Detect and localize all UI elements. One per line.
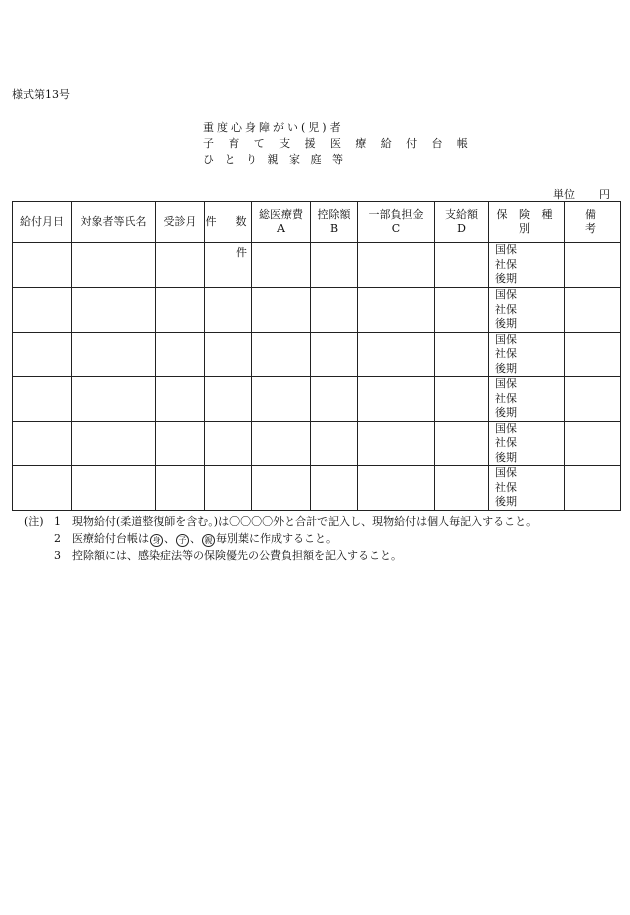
insurance-type-option: 後期: [495, 317, 517, 330]
table-row: [13, 243, 621, 288]
table-cell[interactable]: [435, 288, 489, 333]
title-char: 支: [279, 137, 291, 150]
title-line-3: [203, 152, 482, 168]
column-header: 控除額 B: [311, 202, 358, 243]
column-header: 対象者等氏名: [72, 202, 156, 243]
table-cell[interactable]: [13, 466, 72, 511]
table-cell[interactable]: [358, 243, 435, 288]
column-header: 給付月日: [13, 202, 72, 243]
table-cell[interactable]: [156, 466, 205, 511]
column-header: 件 数: [205, 202, 252, 243]
title-char: り: [246, 153, 257, 166]
table-cell[interactable]: [311, 377, 358, 422]
table-row: [13, 377, 621, 422]
table-cell[interactable]: [156, 421, 205, 466]
note-number: 1: [54, 515, 61, 528]
title-line-1: 重度心身障がい(児)者: [203, 121, 344, 134]
title-char: 子: [203, 137, 214, 150]
note-3: [24, 547, 537, 564]
table-cell[interactable]: [252, 421, 311, 466]
note-1: [24, 513, 537, 530]
note-2: [24, 530, 537, 547]
table-cell[interactable]: [205, 421, 252, 466]
table-header-row: [13, 202, 621, 243]
table-cell[interactable]: [565, 466, 621, 511]
table-cell[interactable]: [13, 377, 72, 422]
title-char: 医: [329, 137, 341, 150]
note-text: 現物給付(柔道整復師を含む。)は〇〇〇〇外と合計で記入し、現物給付は個人毎記入すること。: [72, 515, 538, 528]
table-cell[interactable]: [252, 332, 311, 377]
table-cell[interactable]: [565, 243, 621, 288]
column-header: 受診月: [156, 202, 205, 243]
title-char: 療: [355, 137, 367, 150]
ledger-table: [12, 201, 630, 511]
table-cell[interactable]: [565, 377, 621, 422]
table-cell[interactable]: [156, 288, 205, 333]
title-line-2: [203, 136, 482, 152]
title-char: 給: [380, 137, 392, 150]
table-cell[interactable]: [13, 243, 72, 288]
table-cell[interactable]: [435, 466, 489, 511]
unit-value: 円: [599, 188, 610, 201]
notes: [24, 513, 537, 564]
table-cell[interactable]: [358, 288, 435, 333]
column-header: 総医療費 A: [252, 202, 311, 243]
table-cell[interactable]: [565, 421, 621, 466]
note-text: 医療給付台帳は 身 、 子 、 親 毎別葉に作成すること。: [72, 532, 337, 545]
table-cell[interactable]: [435, 377, 489, 422]
title-char: 親: [267, 153, 279, 166]
title-char: 家: [289, 153, 300, 166]
insurance-type-option: 国保: [495, 332, 517, 346]
insurance-type-option: 社保: [495, 480, 517, 494]
column-header: 支給額 D: [435, 202, 489, 243]
table-cell[interactable]: 件: [205, 243, 252, 288]
unit-label-text: 単位: [553, 188, 575, 201]
insurance-type-option: 社保: [495, 302, 517, 316]
insurance-type-option: 後期: [495, 361, 517, 375]
insurance-type-option: 国保: [495, 421, 517, 435]
column-header: 保 険 種 別: [489, 202, 565, 243]
insurance-type-option: 国保: [495, 288, 517, 301]
insurance-type-option: 社保: [495, 436, 517, 449]
insurance-type-cell[interactable]: [489, 466, 565, 511]
form-number: 様式第13号: [12, 88, 70, 101]
table-cell[interactable]: [252, 466, 311, 511]
table-cell[interactable]: [156, 332, 205, 377]
table-cell[interactable]: [435, 243, 489, 288]
circled-mark-ko: 子: [176, 534, 189, 547]
insurance-type-cell[interactable]: [489, 332, 565, 377]
note-text: 控除額には、感染症法等の保険優先の公費負担額を記入すること。: [72, 549, 402, 562]
table-cell[interactable]: [13, 332, 72, 377]
title-char: 等: [332, 153, 343, 166]
table-cell[interactable]: [156, 377, 205, 422]
circled-mark-mi: 身: [150, 534, 163, 547]
table-cell[interactable]: [565, 288, 621, 333]
note-number: 2: [54, 532, 61, 545]
table-cell[interactable]: [205, 332, 252, 377]
insurance-type-option: 国保: [495, 466, 517, 479]
insurance-type-option: 後期: [495, 272, 517, 285]
title-char: 育: [228, 137, 240, 150]
table-cell[interactable]: [13, 421, 72, 466]
table-cell[interactable]: [435, 421, 489, 466]
insurance-type-option: 後期: [495, 495, 517, 508]
table-cell[interactable]: [72, 243, 156, 288]
table-cell[interactable]: [72, 332, 156, 377]
title-char: 庭: [310, 153, 322, 166]
insurance-type-option: 社保: [495, 257, 517, 271]
table-cell[interactable]: [205, 288, 252, 333]
title-char: 台: [431, 137, 443, 150]
table-cell[interactable]: [358, 421, 435, 466]
table-body: [13, 243, 621, 511]
insurance-type-option: 後期: [495, 406, 517, 419]
table-cell[interactable]: [252, 243, 311, 288]
table-cell[interactable]: [252, 377, 311, 422]
table-cell[interactable]: [358, 466, 435, 511]
insurance-type-cell[interactable]: [489, 421, 565, 466]
column-header: 備 考: [565, 202, 621, 243]
table-cell[interactable]: [358, 377, 435, 422]
title-char: て: [253, 137, 265, 150]
table-row: [13, 466, 621, 511]
table-cell[interactable]: [72, 288, 156, 333]
circled-mark-oya: 親: [202, 534, 215, 547]
insurance-type-option: 国保: [495, 377, 517, 390]
table-cell[interactable]: [311, 243, 358, 288]
insurance-type-option: 後期: [495, 450, 517, 464]
note-number: 3: [54, 549, 61, 562]
table-cell[interactable]: [72, 377, 156, 422]
insurance-type-option: 社保: [495, 347, 517, 360]
title-char: ひ: [203, 153, 214, 166]
title-char: 援: [304, 137, 316, 150]
table-row: [13, 421, 621, 466]
table-cell[interactable]: [205, 377, 252, 422]
title-char: 付: [406, 137, 418, 150]
unit-label: [553, 186, 610, 202]
insurance-type-cell[interactable]: [489, 243, 565, 288]
notes-prefix: (注): [24, 515, 44, 528]
insurance-type-option: 国保: [495, 243, 517, 256]
title-char: と: [224, 153, 236, 166]
table-cell[interactable]: [311, 332, 358, 377]
insurance-type-option: 社保: [495, 391, 517, 405]
table-cell[interactable]: [205, 466, 252, 511]
table-cell[interactable]: [13, 288, 72, 333]
table-cell[interactable]: [311, 421, 358, 466]
table-cell[interactable]: [358, 332, 435, 377]
table-cell[interactable]: [311, 466, 358, 511]
insurance-type-cell[interactable]: [489, 377, 565, 422]
table-cell[interactable]: [311, 288, 358, 333]
table-cell[interactable]: [435, 332, 489, 377]
insurance-type-cell[interactable]: [489, 288, 565, 333]
table-cell[interactable]: [156, 243, 205, 288]
column-header: 一部負担金 C: [358, 202, 435, 243]
table-row: [13, 332, 621, 377]
table-cell[interactable]: [72, 466, 156, 511]
table-cell[interactable]: [72, 421, 156, 466]
table-cell[interactable]: [252, 288, 311, 333]
table-cell[interactable]: [565, 332, 621, 377]
table-row: [13, 288, 621, 333]
title-char: 帳: [456, 137, 468, 150]
ledger-title: [203, 120, 482, 168]
